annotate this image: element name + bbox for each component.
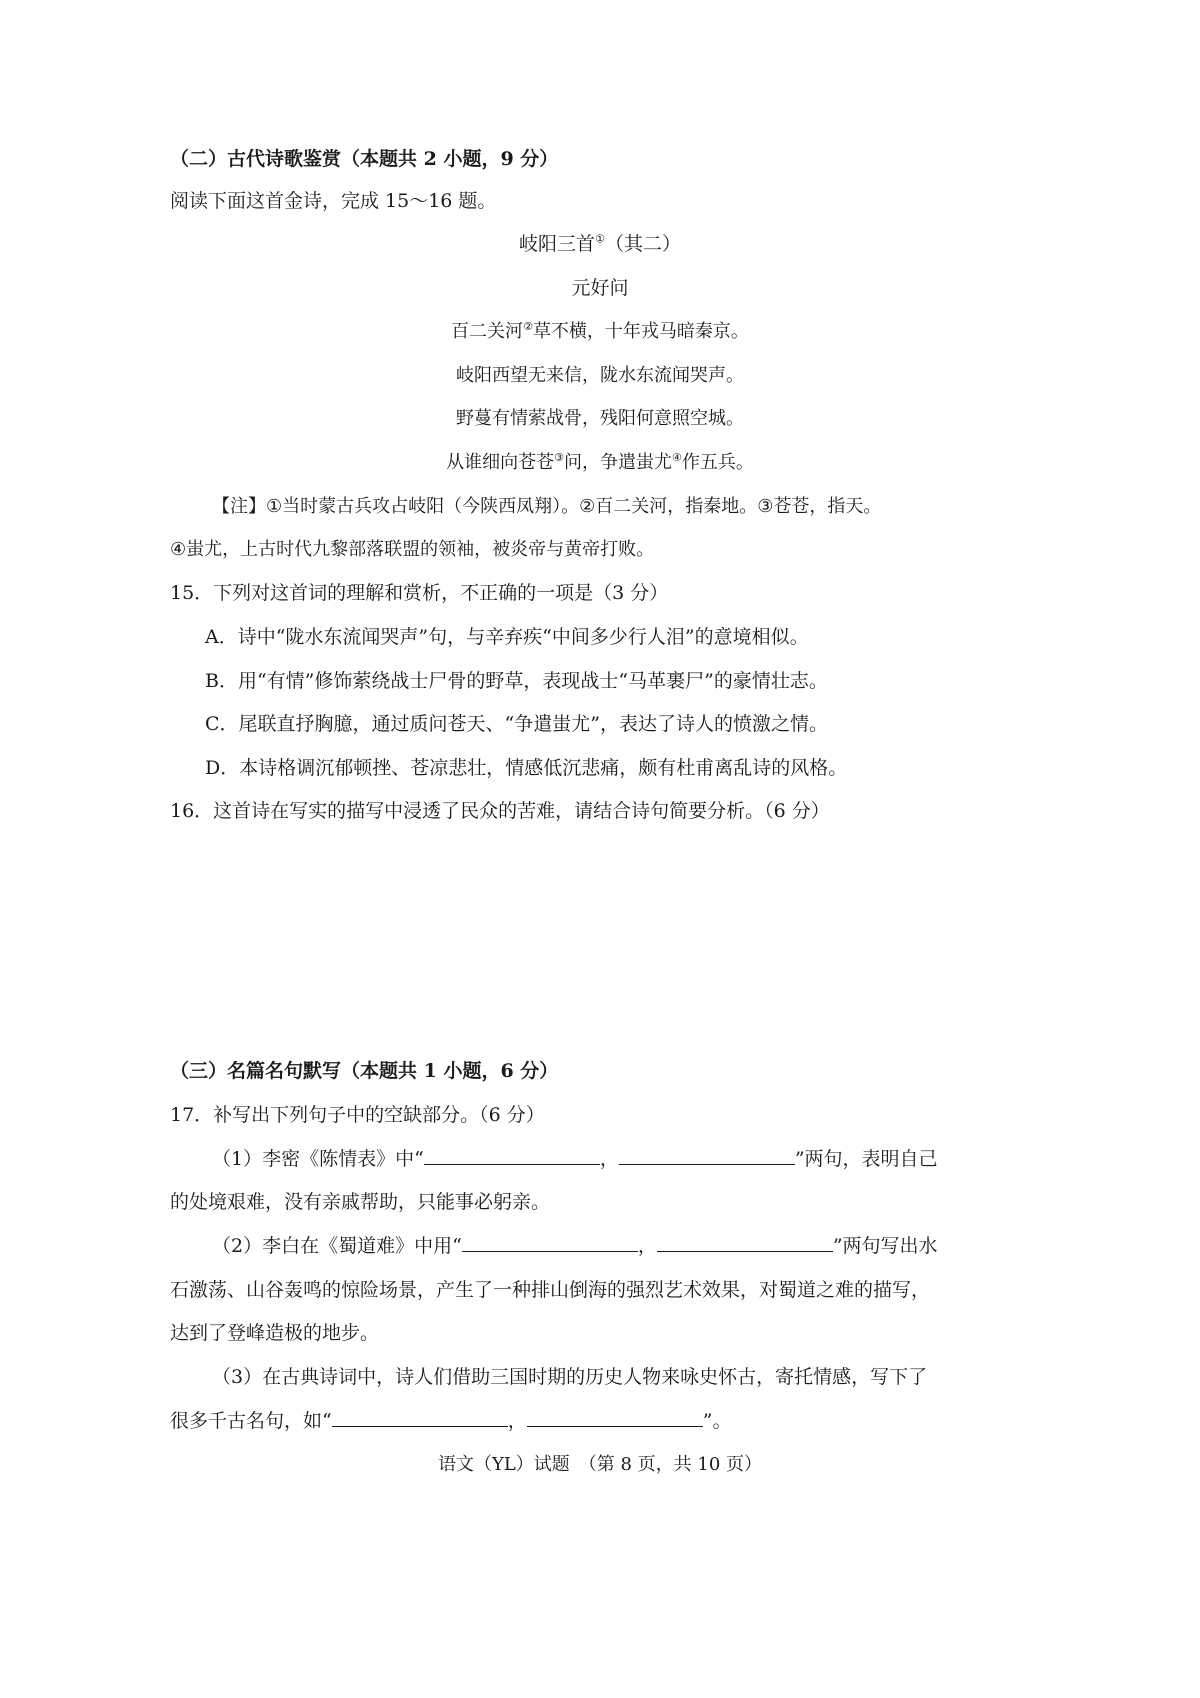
- section-3-heading: （三）名篇名句默写（本题共 1 小题，6 分）: [170, 1060, 559, 1082]
- poem-title-text: 岐阳三首: [519, 233, 596, 255]
- poem-line-2: 岐阳西望无来信，陇水东流闻哭声。: [456, 365, 744, 386]
- footnote-marker-2: ②: [523, 320, 533, 333]
- question-17-part-3-line-1: （3）在古典诗词中，诗人们借助三国时期的历史人物来咏史怀古，寄托情感，写下了: [212, 1366, 928, 1388]
- answer-blank-6[interactable]: [527, 1408, 703, 1427]
- question-17-part-3: [170, 1408, 731, 1434]
- part-2-separator: ，: [637, 1235, 657, 1257]
- question-17-part-1: [212, 1146, 938, 1172]
- part-1-prefix: （1）李密《陈情表》中“: [212, 1148, 424, 1170]
- poem-author: 元好问: [571, 277, 629, 299]
- part-2-suffix: ”两句写出水: [832, 1235, 938, 1257]
- part-1-suffix: ”两句，表明自己: [794, 1148, 938, 1170]
- poem-title-suffix: （其二）: [604, 233, 681, 255]
- part-1-separator: ，: [599, 1148, 619, 1170]
- question-15-option-d: D．本诗格调沉郁顿挫、苍凉悲壮，情感低沉悲痛，颇有杜甫离乱诗的风格。: [205, 757, 848, 779]
- poem-line-4: [0, 450, 1200, 476]
- section-2-heading: （二）古代诗歌鉴赏（本题共 2 小题，9 分）: [170, 148, 559, 170]
- poem-line-1-b: 草不横，十年戎马暗秦京。: [532, 321, 749, 342]
- question-17-part-2: [212, 1233, 938, 1259]
- answer-blank-2[interactable]: [619, 1146, 795, 1165]
- note-line-2: ④蚩尤，上古时代九黎部落联盟的领袖，被炎帝与黄帝打败。: [170, 539, 655, 560]
- poem-line-4-b: 问，争遣蚩尤: [564, 452, 672, 473]
- part-3-suffix: ”。: [702, 1410, 732, 1432]
- question-17-part-1-line-2: 的处境艰难，没有亲戚帮助，只能事必躬亲。: [170, 1191, 551, 1213]
- question-16-stem: 16．这首诗在写实的描写中浸透了民众的苦难，请结合诗句简要分析。（6 分）: [170, 800, 830, 822]
- part-3-separator: ，: [507, 1410, 527, 1432]
- part-2-prefix: （2）李白在《蜀道难》中用“: [212, 1235, 462, 1257]
- part-3-prefix: 很多千古名句，如“: [170, 1410, 332, 1432]
- footnote-marker-3: ③: [554, 451, 564, 464]
- poem-line-4-a: 从谁细向苍苍: [446, 452, 555, 473]
- question-17-stem: 17．补写出下列句子中的空缺部分。（6 分）: [170, 1104, 545, 1126]
- answer-blank-5[interactable]: [332, 1408, 508, 1427]
- poem-title: [0, 231, 1200, 257]
- question-15-option-a: A．诗中“陇水东流闻哭声”句，与辛弃疾“中间多少行人泪”的意境相似。: [205, 626, 809, 648]
- question-17-part-2-line-2: 石激荡、山谷轰鸣的惊险场景，产生了一种排山倒海的强烈艺术效果，对蜀道之难的描写，: [170, 1279, 931, 1301]
- section-2-intro: 阅读下面这首金诗，完成 15～16 题。: [170, 190, 497, 212]
- poem-line-4-c: 作五兵。: [681, 452, 754, 473]
- poem-line-3: 野蔓有情萦战骨，残阳何意照空城。: [456, 408, 744, 429]
- question-15-option-c: C．尾联直抒胸臆，通过质问苍天、“争遣蚩尤”，表达了诗人的愤激之情。: [205, 713, 828, 735]
- note-line-1: 【注】①当时蒙古兵攻占岐阳（今陕西凤翔）。②百二关河，指秦地。③苍苍，指天。: [212, 496, 882, 517]
- question-15-option-b: B．用“有情”修饰萦绕战士尸骨的野草，表现战士“马革裹尸”的豪情壮志。: [205, 670, 828, 692]
- answer-blank-3[interactable]: [462, 1233, 638, 1252]
- poem-line-1: [0, 319, 1200, 345]
- footnote-marker-4: ④: [672, 451, 682, 464]
- poem-line-1-a: 百二关河: [451, 321, 524, 342]
- answer-blank-4[interactable]: [657, 1233, 833, 1252]
- question-15-stem: 15．下列对这首词的理解和赏析，不正确的一项是（3 分）: [170, 582, 669, 604]
- footnote-marker-1: ①: [595, 232, 605, 246]
- answer-blank-1[interactable]: [424, 1146, 600, 1165]
- page-footer: 语文（YL）试题 （第 8 页，共 10 页）: [437, 1454, 763, 1475]
- question-17-part-2-line-3: 达到了登峰造极的地步。: [170, 1322, 380, 1344]
